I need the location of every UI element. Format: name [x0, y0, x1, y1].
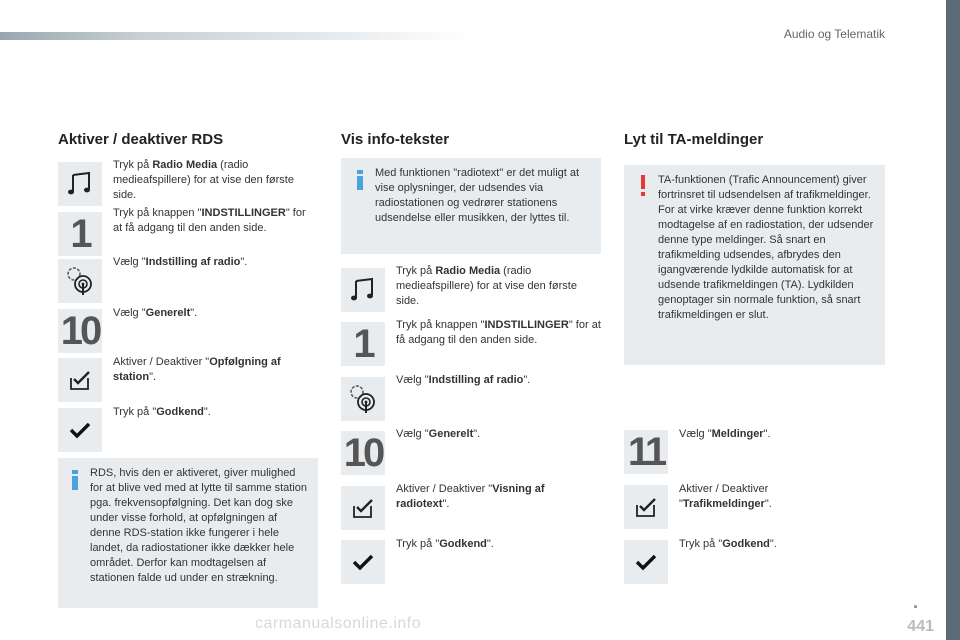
- col2-info-box: [341, 158, 601, 254]
- music-note-icon: [341, 268, 385, 312]
- col1-step-radio: Vælg "Indstilling af radio".: [113, 256, 248, 268]
- info-icon: [357, 170, 363, 190]
- checkmark-icon: [58, 408, 102, 452]
- checklist-icon: [58, 358, 102, 402]
- col2-step-general: Vælg "Generelt".: [396, 428, 481, 440]
- gear-radio-icon: [341, 377, 385, 421]
- checklist-icon: [624, 485, 668, 529]
- step-number-11: 11: [624, 430, 668, 474]
- checkmark-icon: [341, 540, 385, 584]
- gear-radio-icon: [58, 259, 102, 303]
- section-title: Audio og Telematik: [783, 27, 885, 41]
- step-number-1: 1: [341, 322, 385, 366]
- col3-warning-box: [624, 165, 885, 365]
- col2-step-radio: Vælg "Indstilling af radio".: [396, 374, 531, 386]
- col2-step-toggle: Aktiver / Deaktiver "Visning af radiotext".: [396, 483, 545, 510]
- checkmark-icon: [624, 540, 668, 584]
- page-dot: .: [912, 592, 918, 612]
- warning-icon: [640, 175, 646, 197]
- info-icon: [72, 470, 78, 490]
- col1-info-box: [58, 458, 318, 608]
- col2-info-text: Med funktionen "radiotext" er det muligt at vise oplysninger, der udsendes via radiostationen og vedrører stationens udsendelse eller musikken, der lyttes til.: [375, 167, 580, 224]
- header-gradient-bar: [0, 32, 470, 40]
- col3-step-messages: Vælg "Meldinger".: [679, 428, 771, 440]
- col3-step-confirm: Tryk på "Godkend".: [679, 538, 777, 550]
- music-note-icon: [58, 162, 102, 206]
- col2-step-confirm: Tryk på "Godkend".: [396, 538, 494, 550]
- col3-warning-text: TA-funktionen (Trafic Announcement) giver fortrinsret til udsendelsen af trafikmeldinger. For at virke kræver denne funktion korrekt modtagelse af en radiostation, der udsender denne type meldinger. Så snart en trafikmelding udsendes, afbrydes den igangværende lydkilde automatisk for at udsende trafikmeldingen (TA). Lydkilden genoptager sin normale funktion, så snart trafikmeldingen er slut.: [658, 174, 874, 321]
- col3-title: Lyt til TA-meldinger: [624, 131, 764, 148]
- col2-step-media: Tryk på Radio Media (radio medieafspillere) for at vise den første side.: [396, 265, 577, 307]
- col2-title: Vis info-tekster: [341, 131, 450, 148]
- checklist-icon: [341, 486, 385, 530]
- step-number-10: 10: [341, 431, 385, 475]
- col1-title: Aktiver / deaktiver RDS: [58, 131, 224, 148]
- col1-step-media: Tryk på Radio Media (radio medieafspillere) for at vise den første side.: [113, 159, 294, 201]
- col1-info-text: RDS, hvis den er aktiveret, giver mulighed for at blive ved med at lytte til samme station pga. frekvensopfølgning. Det kan dog ske under visse forhold, at opfølgningen af denne RDS-station ikke fungerer i hele landet, da radiostationer ikke dækker hele området. Derfor kan modtagelsen af stationen falde ud under en strækning.: [90, 467, 308, 584]
- col1-step-confirm: Tryk på "Godkend".: [113, 406, 211, 418]
- page-edge-bar: [946, 0, 960, 640]
- col2-step-settings: Tryk på knappen "INDSTILLINGER" for at få adgang til den anden side.: [396, 319, 601, 346]
- page-number: 441: [907, 618, 934, 635]
- step-number-1: 1: [58, 212, 102, 256]
- col3-step-toggle: Aktiver / Deaktiver "Trafikmeldinger".: [679, 483, 772, 510]
- col1-step-settings: Tryk på knappen "INDSTILLINGER" for at få adgang til den anden side.: [113, 207, 306, 234]
- step-number-10: 10: [58, 309, 102, 353]
- col1-step-toggle: Aktiver / Deaktiver "Opfølgning af station".: [113, 356, 281, 383]
- watermark: carmanualsonline.info: [255, 615, 422, 632]
- col1-step-general: Vælg "Generelt".: [113, 307, 198, 319]
